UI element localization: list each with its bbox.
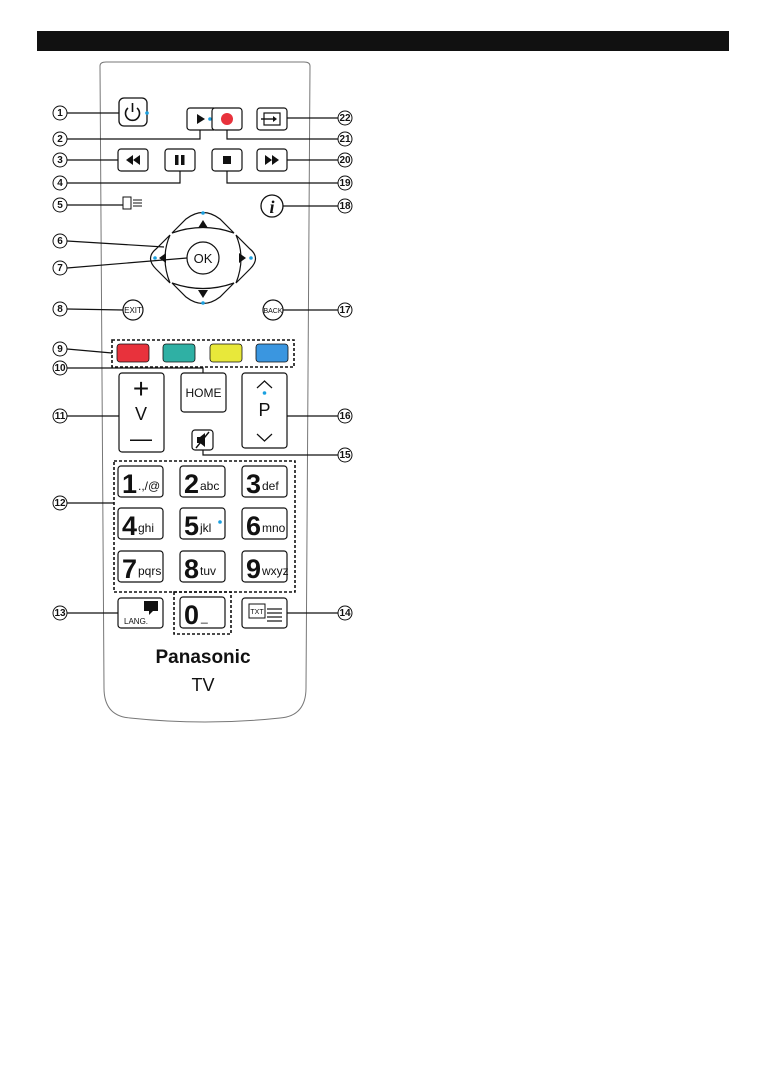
svg-text:21: 21 — [339, 134, 351, 145]
svg-text:7: 7 — [57, 263, 63, 274]
svg-text:22: 22 — [339, 113, 351, 124]
number-key-3[interactable] — [242, 466, 287, 499]
number-key-2[interactable] — [180, 466, 225, 499]
program-letter: P — [258, 400, 271, 420]
ok-button[interactable] — [187, 242, 219, 274]
callout-13 — [53, 606, 67, 620]
number-key-letters: ghi — [138, 521, 155, 535]
callout-7 — [53, 261, 67, 275]
number-key-digit: 5 — [184, 511, 200, 541]
number-key-8[interactable] — [180, 551, 225, 584]
callout-8 — [53, 302, 67, 316]
number-key-letters: _ — [201, 610, 208, 624]
callout-3 — [53, 153, 67, 167]
number-key-letters: def — [262, 479, 279, 493]
svg-text:LANG.: LANG. — [124, 617, 149, 626]
number-key-7[interactable] — [118, 551, 163, 584]
callout-15 — [338, 448, 352, 462]
red-key[interactable] — [117, 344, 149, 362]
number-key-0[interactable] — [180, 597, 225, 630]
number-key-digit: 7 — [122, 554, 138, 584]
rewind-button[interactable] — [118, 149, 148, 171]
number-key-digit: 3 — [246, 469, 262, 499]
number-key-1[interactable] — [118, 466, 163, 499]
stop-button[interactable] — [212, 149, 242, 171]
back-button[interactable] — [263, 300, 283, 320]
blue-key[interactable] — [256, 344, 288, 362]
svg-text:12: 12 — [54, 498, 66, 509]
number-key-6[interactable] — [242, 508, 287, 541]
power-indicator-dot — [145, 111, 149, 115]
number-key-digit: 9 — [246, 554, 262, 584]
svg-text:4: 4 — [57, 178, 63, 189]
svg-text:HOME: HOME — [185, 386, 222, 400]
number-key-letters: tuv — [200, 564, 217, 578]
number-key-letters: mno — [262, 521, 286, 535]
svg-text:8: 8 — [57, 304, 63, 315]
volume-rocker[interactable] — [119, 373, 164, 452]
record-icon — [221, 113, 233, 125]
callout-20 — [338, 153, 352, 167]
number-key-4[interactable] — [118, 508, 163, 541]
number-key-digit: 8 — [184, 554, 200, 584]
program-rocker[interactable] — [242, 373, 287, 448]
svg-text:TXT: TXT — [250, 609, 264, 616]
record-button[interactable] — [212, 108, 242, 130]
home-button[interactable] — [181, 373, 226, 412]
callout-6 — [53, 234, 67, 248]
volume-letter: V — [134, 404, 148, 424]
number-key-letters: pqrs — [138, 564, 162, 578]
callout-1 — [53, 106, 67, 120]
number-key-9[interactable] — [242, 551, 289, 584]
callout-14 — [338, 606, 352, 620]
number-key-letters: abc — [200, 479, 220, 493]
svg-text:19: 19 — [339, 178, 351, 189]
fast-forward-button[interactable] — [257, 149, 287, 171]
svg-text:17: 17 — [339, 305, 351, 316]
svg-text:BACK: BACK — [263, 308, 283, 315]
source-button[interactable] — [257, 108, 287, 130]
exit-button[interactable] — [123, 300, 143, 320]
callout-2 — [53, 132, 67, 146]
svg-text:13: 13 — [54, 608, 66, 619]
svg-text:EXIT: EXIT — [124, 306, 142, 315]
number-key-digit: 2 — [184, 469, 200, 499]
info-button[interactable] — [261, 195, 283, 217]
mute-button[interactable] — [192, 430, 213, 450]
svg-text:20: 20 — [339, 155, 351, 166]
info-icon: i — [269, 197, 275, 217]
svg-text:1: 1 — [57, 108, 63, 119]
yellow-key[interactable] — [210, 344, 242, 362]
callout-5 — [53, 198, 67, 212]
svg-text:2: 2 — [57, 134, 63, 145]
callout-10 — [53, 361, 67, 375]
stop-icon — [223, 156, 231, 164]
callout-19 — [338, 176, 352, 190]
teletext-button[interactable] — [242, 598, 287, 628]
number-key-letters: jkl — [200, 521, 212, 535]
callout-17 — [338, 303, 352, 317]
svg-text:OK: OK — [193, 251, 213, 266]
svg-text:16: 16 — [339, 411, 351, 422]
pause-button[interactable] — [165, 149, 195, 171]
svg-text:6: 6 — [57, 236, 63, 247]
power-button[interactable] — [119, 98, 149, 126]
number-key-5[interactable] — [180, 508, 225, 541]
svg-text:5: 5 — [57, 200, 63, 211]
brand-subtitle: TV — [191, 675, 215, 695]
callout-12 — [53, 496, 67, 510]
volume-up-label: + — [132, 373, 150, 404]
green-key[interactable] — [163, 344, 195, 362]
language-button[interactable] — [118, 598, 163, 628]
callout-11 — [53, 409, 67, 423]
volume-down-label: — — [130, 426, 152, 451]
svg-text:3: 3 — [57, 155, 63, 166]
svg-text:14: 14 — [339, 608, 351, 619]
number-key-digit: 1 — [122, 469, 138, 499]
number-key-digit: 6 — [246, 511, 262, 541]
number-key-digit: 4 — [122, 511, 138, 541]
svg-text:15: 15 — [339, 450, 351, 461]
number-key-digit: 0 — [184, 600, 200, 630]
svg-text:9: 9 — [57, 344, 63, 355]
callout-4 — [53, 176, 67, 190]
svg-text:11: 11 — [54, 411, 66, 422]
brand-logo: Panasonic — [155, 647, 251, 668]
svg-text:18: 18 — [339, 201, 351, 212]
callout-21 — [338, 132, 352, 146]
callout-16 — [338, 409, 352, 423]
callout-18 — [338, 199, 352, 213]
callout-9 — [53, 342, 67, 356]
callout-22 — [338, 111, 352, 125]
svg-text:10: 10 — [54, 363, 66, 374]
tactile-dot — [218, 520, 222, 524]
number-key-letters: .,/@ — [138, 479, 161, 493]
number-key-letters: wxyz — [262, 564, 289, 578]
